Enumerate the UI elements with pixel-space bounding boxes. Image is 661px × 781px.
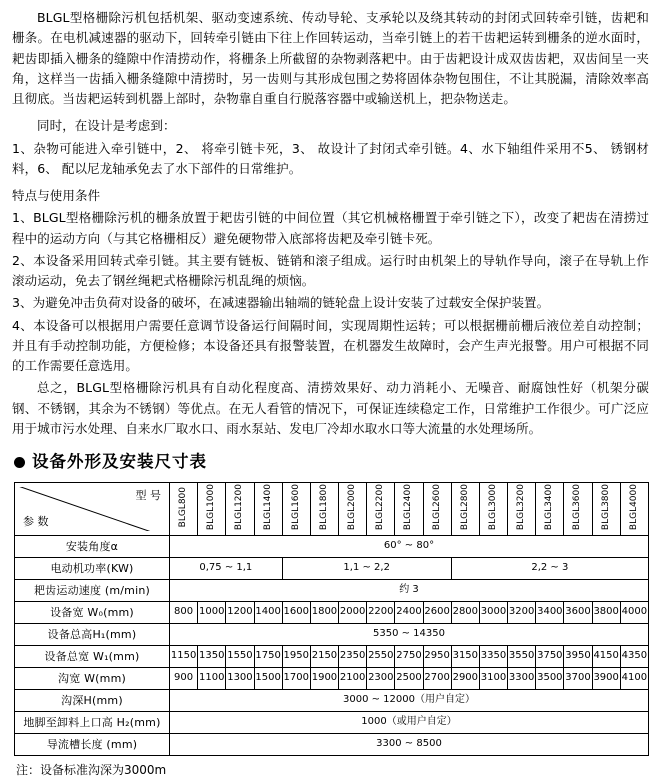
table-model-header: BLGL3800 [592, 482, 620, 535]
table-cell: 3300 [508, 668, 536, 690]
table-model-header: BLGL2000 [339, 482, 367, 535]
paragraph-design-points: 1、杂物可能进入牵引链中，2、 将牵引链卡死，3、 故设计了封闭式牵引链。4、水下轴组件采用不5、 锈钢材料，6、 配以尼龙轴承免去了水下部件的日常维护。 [12, 140, 649, 176]
table-row-label: 设备总高H₁(mm) [15, 624, 170, 646]
table-cell: 3300 ~ 8500 [170, 734, 649, 756]
table-model-header: BLGL4000 [620, 482, 648, 535]
table-model-header: BLGL1200 [226, 482, 254, 535]
table-row-label: 沟宽 W(mm) [15, 668, 170, 690]
table-row [15, 668, 649, 690]
feature-summary: 总之，BLGL型格栅除污机具有自动化程度高、清捞效果好、动力消耗小、无噪音、耐腐蚀性好（机架分碳钢、不锈钢，其余为不锈钢）等优点。在无人看管的情况下，可保证连续稳定工作，日常维护工作很少。可广泛应用于城市污水处理、自来水厂取水口、雨水泵站、发电厂冷却水取水口等大流量的水处理场所。 [12, 380, 649, 436]
table-cell: 1000 [198, 602, 226, 624]
table-cell: 2750 [395, 646, 423, 668]
table-cell: 800 [170, 602, 198, 624]
table-model-header: BLGL1600 [282, 482, 310, 535]
table-cell: 1700 [282, 668, 310, 690]
table-row-label: 耙齿运动速度 (m/min) [15, 580, 170, 602]
table-row [15, 624, 649, 646]
bullet-dot-icon [14, 457, 25, 468]
feature-item-2: 2、本设备采用回转式牵引链。其主要有链板、链销和滚子组成。运行时由机架上的导轨作导向，滚子在导轨上作滚动运动，免去了钢丝绳耙式格栅除污机乱绳的烦恼。 [12, 252, 649, 288]
table-cell: 1100 [198, 668, 226, 690]
table-cell: 4100 [620, 668, 648, 690]
table-cell: 2400 [395, 602, 423, 624]
table-heading-label: 设备外形及安装尺寸表 [32, 452, 207, 471]
table-cell: 3400 [536, 602, 564, 624]
table-cell: 3900 [592, 668, 620, 690]
table-cell: 1750 [254, 646, 282, 668]
table-cell: 1500 [254, 668, 282, 690]
table-cell: 2700 [423, 668, 451, 690]
table-model-header: BLGL2600 [423, 482, 451, 535]
feature-section-title: 特点与使用条件 [12, 188, 101, 203]
corner-label-model: 型 号 [135, 488, 161, 502]
spec-table [14, 482, 649, 756]
table-row-label: 地脚至卸料上口高 H₂(mm) [15, 712, 170, 734]
table-corner-cell [15, 482, 170, 535]
table-cell: 3500 [536, 668, 564, 690]
table-cell: 3100 [479, 668, 507, 690]
table-row-label: 安装角度α [15, 536, 170, 558]
table-cell: 5350 ~ 14350 [170, 624, 649, 646]
table-cell: 2800 [451, 602, 479, 624]
table-cell: 3200 [508, 602, 536, 624]
table-cell: 0,75 ~ 1,1 [170, 558, 283, 580]
table-row [15, 690, 649, 712]
table-cell: 2550 [367, 646, 395, 668]
table-cell: 3550 [508, 646, 536, 668]
table-cell: 2000 [339, 602, 367, 624]
table-cell: 2100 [339, 668, 367, 690]
feature-item-3: 3、为避免冲击负荷对设备的破坏，在减速器输出轴端的链轮盘上设计安装了过载安全保护装置。 [12, 295, 550, 311]
table-cell: 1300 [226, 668, 254, 690]
table-cell: 3700 [564, 668, 592, 690]
table-header-row [15, 482, 649, 535]
table-cell: 1150 [170, 646, 198, 668]
feature-item-1: 1、BLGL型格栅除污机的栅条放置于耙齿引链的中间位置（其它机械格栅置于牵引链之下），改变了耙齿在清捞过程中的运动方向（与其它格栅相反）避免硬物带入底部将齿耙及牵引链卡死。 [12, 210, 649, 246]
table-cell: 1600 [282, 602, 310, 624]
table-cell: 2900 [451, 668, 479, 690]
table-cell: 3350 [479, 646, 507, 668]
paragraph-intro: BLGL型格栅除污机包括机架、驱动变速系统、传动导轮、支承轮以及绕其转动的封闭式回转牵引链，齿耙和栅条。在电机减速器的驱动下，回转牵引链由下往上作回转运动，当牵引链上的若干齿耙运转到栅条的逆水面时，耙齿即插入栅条的缝隙中作清捞动作，将栅条上所截留的杂物剥落耙中。由于齿耙设计成双齿齿耙，双齿间呈一夹角，这样当一齿插入栅条缝隙中清捞时，另一齿则与其形成包围之势将固体杂物包围住，不让其脱漏，清除效率高且彻底。当齿耙运转到机器上部时，杂物靠自重自行脱落容器中或输送机上，把杂物送走。 [12, 10, 649, 106]
table-note: 注：设备标准沟深为3000m [16, 763, 167, 778]
corner-label-param: 参 数 [23, 515, 49, 529]
feature-list [12, 208, 649, 439]
table-cell: 2200 [367, 602, 395, 624]
table-model-header: BLGL3000 [479, 482, 507, 535]
table-cell: 1950 [282, 646, 310, 668]
table-cell: 2,2 ~ 3 [451, 558, 648, 580]
table-cell: 2950 [423, 646, 451, 668]
table-cell: 3950 [564, 646, 592, 668]
table-model-header: BLGL2800 [451, 482, 479, 535]
table-cell: 4350 [620, 646, 648, 668]
table-cell: 4000 [620, 602, 648, 624]
table-row-label: 电动机功率(KW) [15, 558, 170, 580]
table-cell: 3750 [536, 646, 564, 668]
table-cell: 2150 [310, 646, 338, 668]
table-cell: 2600 [423, 602, 451, 624]
spec-table-body [15, 482, 649, 755]
table-cell: 2300 [367, 668, 395, 690]
table-model-header: BLGL800 [170, 482, 198, 535]
table-model-header: BLGL2400 [395, 482, 423, 535]
table-row [15, 712, 649, 734]
table-cell: 4150 [592, 646, 620, 668]
table-cell: 1200 [226, 602, 254, 624]
paragraph-design-intro: 同时，在设计是考虑到： [37, 118, 176, 134]
table-cell: 1550 [226, 646, 254, 668]
intro-section [12, 8, 649, 179]
table-model-header: BLGL3200 [508, 482, 536, 535]
feature-item-4: 4、本设备可以根据用户需要任意调节设备运行间隔时间，实现周期性运转；可以根据栅前栅后液位差自动控制；并且有手动控制功能，方便检修；本设备还具有报警装置，在机器发生故障时，会产生声光报警。用户可根据不同的工作需要任意选用。 [12, 317, 649, 373]
table-row [15, 580, 649, 602]
table-cell: 1000（或用户自定） [170, 712, 649, 734]
table-row [15, 536, 649, 558]
table-row-label: 沟深H(mm) [15, 690, 170, 712]
table-model-header: BLGL3400 [536, 482, 564, 535]
table-model-header: BLGL3600 [564, 482, 592, 535]
table-model-header: BLGL1800 [310, 482, 338, 535]
table-row [15, 646, 649, 668]
table-cell: 约 3 [170, 580, 649, 602]
table-cell: 60° ~ 80° [170, 536, 649, 558]
table-row-label: 导流槽长度 (mm) [15, 734, 170, 756]
table-cell: 1900 [310, 668, 338, 690]
table-row [15, 558, 649, 580]
table-row-label: 设备总宽 W₁(mm) [15, 646, 170, 668]
table-cell: 3150 [451, 646, 479, 668]
table-heading [14, 449, 649, 476]
table-model-header: BLGL1000 [198, 482, 226, 535]
table-row [15, 734, 649, 756]
table-cell: 1400 [254, 602, 282, 624]
table-row [15, 602, 649, 624]
table-cell: 2350 [339, 646, 367, 668]
table-cell: 1800 [310, 602, 338, 624]
table-model-header: BLGL1400 [254, 482, 282, 535]
table-cell: 3000 [479, 602, 507, 624]
table-cell: 2500 [395, 668, 423, 690]
table-cell: 900 [170, 668, 198, 690]
table-cell: 1,1 ~ 2,2 [282, 558, 451, 580]
table-model-header: BLGL2200 [367, 482, 395, 535]
table-row-label: 设备宽 W₀(mm) [15, 602, 170, 624]
table-cell: 3800 [592, 602, 620, 624]
table-cell: 3600 [564, 602, 592, 624]
table-cell: 1350 [198, 646, 226, 668]
table-cell: 3000 ~ 12000（用户自定） [170, 690, 649, 712]
